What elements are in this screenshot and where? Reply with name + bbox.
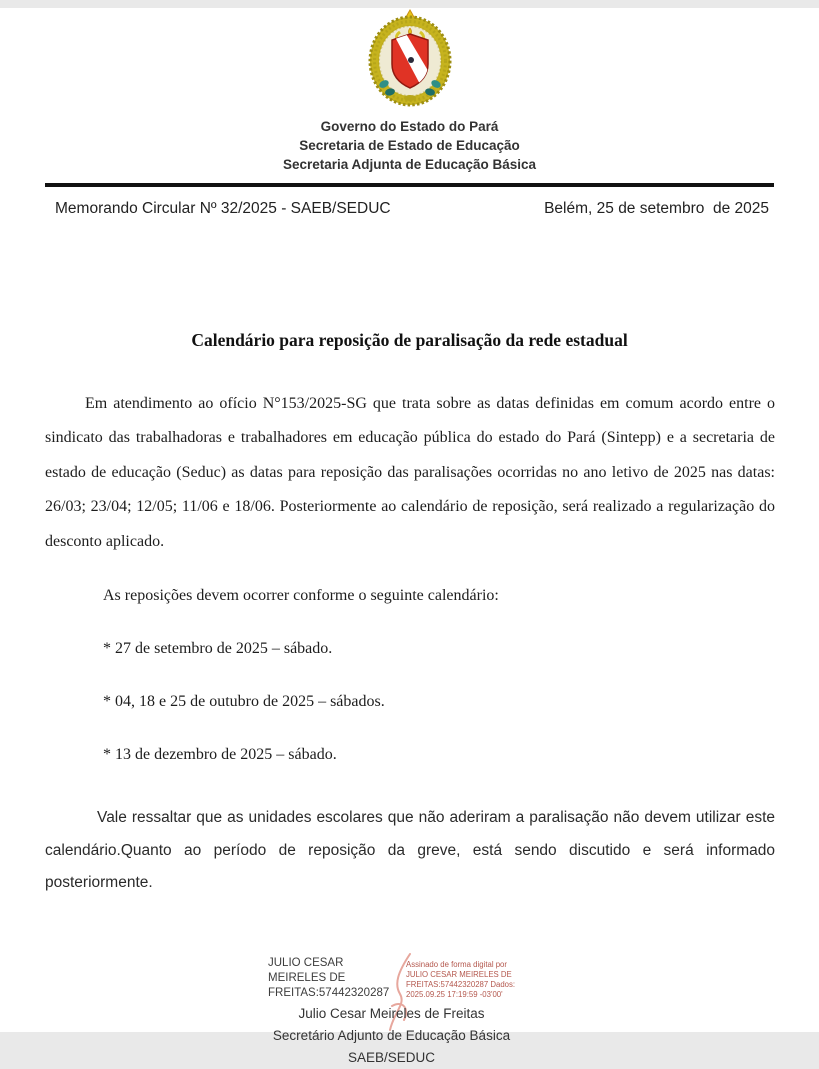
signer-org: SAEB/SEDUC bbox=[347, 1049, 436, 1065]
memo-number: Memorando Circular Nº 32/2025 - SAEB/SEDUC bbox=[55, 200, 391, 217]
calendar-intro: As reposições devem ocorrer conforme o seguinte calendário: bbox=[103, 586, 499, 604]
calendar-item-september: * 27 de setembro de 2025 – sábado. bbox=[103, 639, 333, 657]
header-org-block bbox=[0, 117, 819, 174]
org-line-secretariat: Secretaria de Estado de Educação bbox=[299, 138, 520, 153]
header-divider-rule bbox=[45, 183, 774, 187]
para-coat-of-arms-icon bbox=[365, 8, 455, 108]
signer-name: Julio Cesar Meireles de Freitas bbox=[298, 1005, 485, 1021]
digital-signature-block bbox=[0, 956, 819, 1001]
body-paragraph-2: Vale ressaltar que as unidades escolares que não aderiram a paralisação não devem utilizar este calendário.Quanto ao período de reposição da greve, está sendo discutido e será informado posteriormente. bbox=[45, 808, 775, 892]
document-title: Calendário para reposição de paralisação da rede estadual bbox=[191, 330, 628, 350]
signature-certificate-name: JULIO CESAR MEIRELES DE FREITAS:57442320287 bbox=[268, 956, 390, 999]
body-paragraph-1: Em atendimento ao ofício N°153/2025-SG que trata sobre as datas definidas em comum acordo entre o sindicato das trabalhadoras e trabalhadores em educação pública do estado do Pará (Sintepp) e a secretaria de estado de educação (Seduc) as datas para reposição das paralisações ocorridas no ano letivo de 2025 nas datas: 26/03; 23/04; 12/05; 11/06 e 18/06. Posteriormente ao calendário de reposição, será realizado a regularização do desconto aplicado. bbox=[45, 395, 775, 550]
para-coat-of-arms bbox=[365, 8, 455, 113]
org-line-government: Governo do Estado do Pará bbox=[320, 119, 499, 134]
signer-role: Secretário Adjunto de Educação Básica bbox=[272, 1027, 511, 1043]
calendar-item-october: * 04, 18 e 25 de outubro de 2025 – sábados. bbox=[103, 692, 385, 710]
memo-header-row bbox=[55, 200, 769, 218]
signer-identity-block bbox=[0, 1003, 801, 1069]
org-line-adjunct-secretariat: Secretaria Adjunta de Educação Básica bbox=[282, 157, 537, 172]
signature-certificate-details bbox=[406, 956, 520, 1001]
calendar-item-december: * 13 de dezembro de 2025 – sábado. bbox=[103, 745, 337, 763]
signature-certificate-details-text: Assinado de forma digital por JULIO CESAR MEIRELES DE FREITAS:57442320287 Dados: 2025.09.25 17:19:59 -03'00' bbox=[406, 959, 516, 999]
memo-place-date: Belém, 25 de setembro de 2025 bbox=[544, 200, 769, 217]
memo-document-page bbox=[0, 8, 819, 1065]
